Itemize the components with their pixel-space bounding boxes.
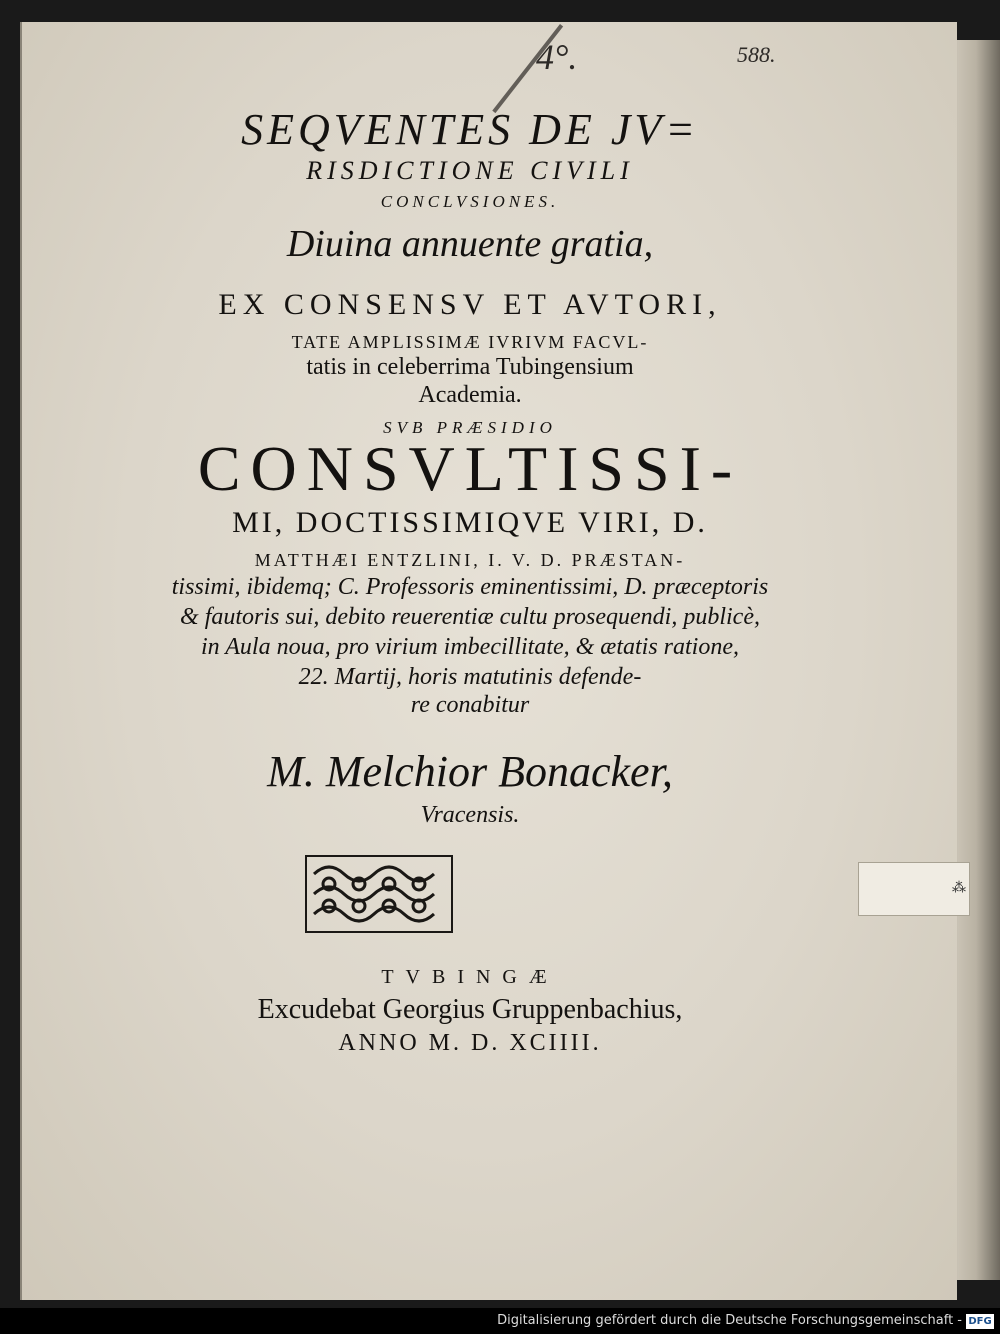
imprint-city: TVBINGÆ	[381, 966, 559, 988]
invocation-line: Diuina annuente gratia,	[286, 223, 654, 265]
imprint-year: ANNO M. D. XCIIII.	[338, 1030, 602, 1056]
title-line-1: SEQVENTES DE JV=	[241, 105, 699, 154]
consent-line-2: TATE AMPLISSIMÆ IVRIVM FACVL-	[291, 332, 649, 352]
printer-ornament-icon	[304, 854, 454, 934]
funding-credit: Digitalisierung gefördert durch die Deutsche Forschungsgemeinschaft -	[497, 1313, 962, 1328]
president-line-3: MATTHÆI ENTZLINI, I. V. D. PRÆSTAN-	[254, 550, 686, 570]
tab-mark: ⁂	[952, 881, 966, 896]
president-line-8: re conabitur	[410, 692, 530, 718]
book-page	[20, 22, 957, 1300]
title-line-3: CONCLVSIONES.	[380, 192, 560, 211]
president-line-7: 22. Martij, horis matutinis defende-	[298, 664, 642, 690]
president-line-5: & fautoris sui, debito reuerentiæ cultu prosequendi, publicè,	[180, 604, 760, 630]
title-line-2: RISDICTIONE CIVILI	[306, 156, 634, 185]
handwritten-mark-left: 4°.	[536, 37, 578, 77]
consent-line-3: tatis in celeberrima Tubingensium	[306, 354, 634, 380]
imprint-printer: Excudebat Georgius Gruppenbachius,	[257, 994, 683, 1025]
footer-bar	[0, 1308, 1000, 1334]
president-line-4: tissimi, ibidemq; C. Professoris eminentissimi, D. præceptoris	[171, 574, 769, 600]
consent-line-4: Academia.	[418, 382, 522, 408]
author-origin: Vracensis.	[420, 802, 520, 828]
author-name: M. Melchior Bonacker,	[267, 747, 673, 796]
president-line-2: MI, DOCTISSIMIQVE VIRI, D.	[232, 506, 708, 539]
presidio-line: SVB PRÆSIDIO	[383, 418, 557, 437]
president-line-1: CONSVLTISSI-	[197, 433, 743, 504]
dfg-logo-icon: DFG	[966, 1314, 994, 1329]
consent-line-1: EX CONSENSV ET AVTORI,	[218, 288, 722, 321]
handwritten-mark-right: 588.	[737, 42, 776, 67]
president-line-6: in Aula noua, pro virium imbecillitate, & ætatis ratione,	[201, 634, 739, 660]
